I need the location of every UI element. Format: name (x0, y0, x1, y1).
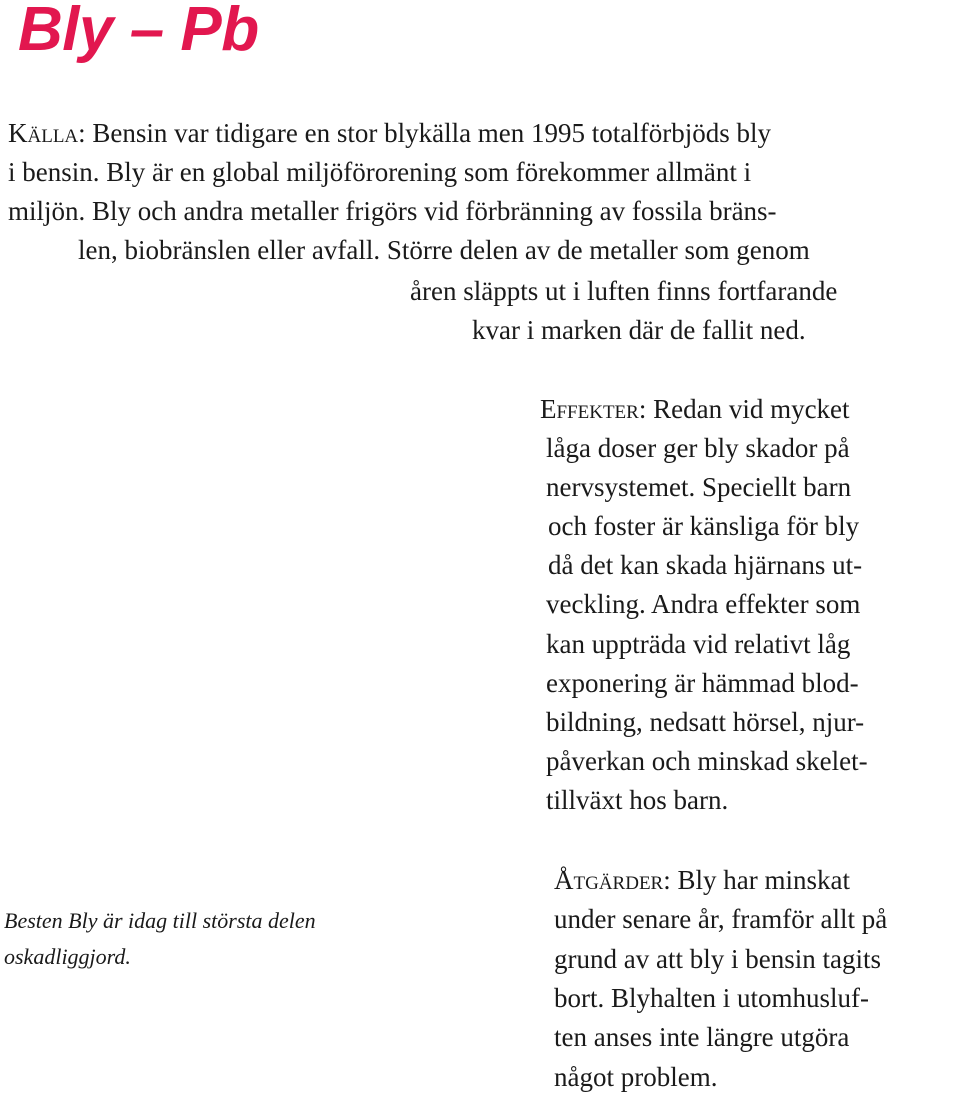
atgarder-line-3: grund av att bly i bensin tagits (554, 944, 881, 974)
kalla-line-6: kvar i marken där de fallit ned. (472, 315, 806, 345)
effekter-line-5: då det kan skada hjärnans ut- (548, 550, 863, 580)
effekter-line-3: nervsystemet. Speciellt barn (546, 472, 852, 502)
atgarder-line-6: något problem. (554, 1062, 718, 1092)
effekter-heading: Effekter (540, 394, 639, 424)
kalla-heading: Källa (8, 118, 79, 148)
effekter-line-11: tillväxt hos barn. (546, 785, 729, 815)
effekter-line-2: låga doser ger bly skador på (546, 433, 850, 463)
page-title: Bly – Pb (18, 0, 259, 64)
caption-line-1: Besten Bly är idag till största delen (4, 908, 316, 933)
atgarder-heading: Åtgärder (554, 865, 664, 895)
kalla-line-2: i bensin. Bly är en global miljöförorening som förekommer allmänt i (8, 157, 752, 187)
effekter-line-6: veckling. Andra effekter som (546, 589, 861, 619)
atgarder-line-4: bort. Blyhalten i utomhusluf- (554, 983, 869, 1013)
effekter-line-4: och foster är känsliga för bly (548, 511, 860, 541)
caption-line-2: oskadliggjord. (4, 944, 131, 969)
effekter-line-10: påverkan och minskad skelet- (546, 746, 868, 776)
effekter-line-9: bildning, nedsatt hörsel, njur- (546, 707, 865, 737)
kalla-line-3: miljön. Bly och andra metaller frigörs vid förbränning av fossila bräns- (8, 196, 777, 226)
effekter-line-1: Effekter: Redan vid mycket (540, 394, 850, 424)
effekter-line-7: kan uppträda vid relativt låg (546, 629, 851, 659)
atgarder-line-2: under senare år, framför allt på (554, 904, 888, 934)
effekter-line-8: exponering är hämmad blod- (546, 668, 859, 698)
kalla-line-1: Källa: Bensin var tidigare en stor blykälla men 1995 totalförbjöds bly (8, 118, 772, 148)
kalla-line-4: len, biobränslen eller avfall. Större delen av de metaller som genom (78, 235, 810, 265)
atgarder-line-5: ten anses inte längre utgöra (554, 1022, 850, 1052)
kalla-line-5: åren släppts ut i luften finns fortfarande (410, 276, 838, 306)
atgarder-line-1: Åtgärder: Bly har minskat (554, 865, 850, 895)
